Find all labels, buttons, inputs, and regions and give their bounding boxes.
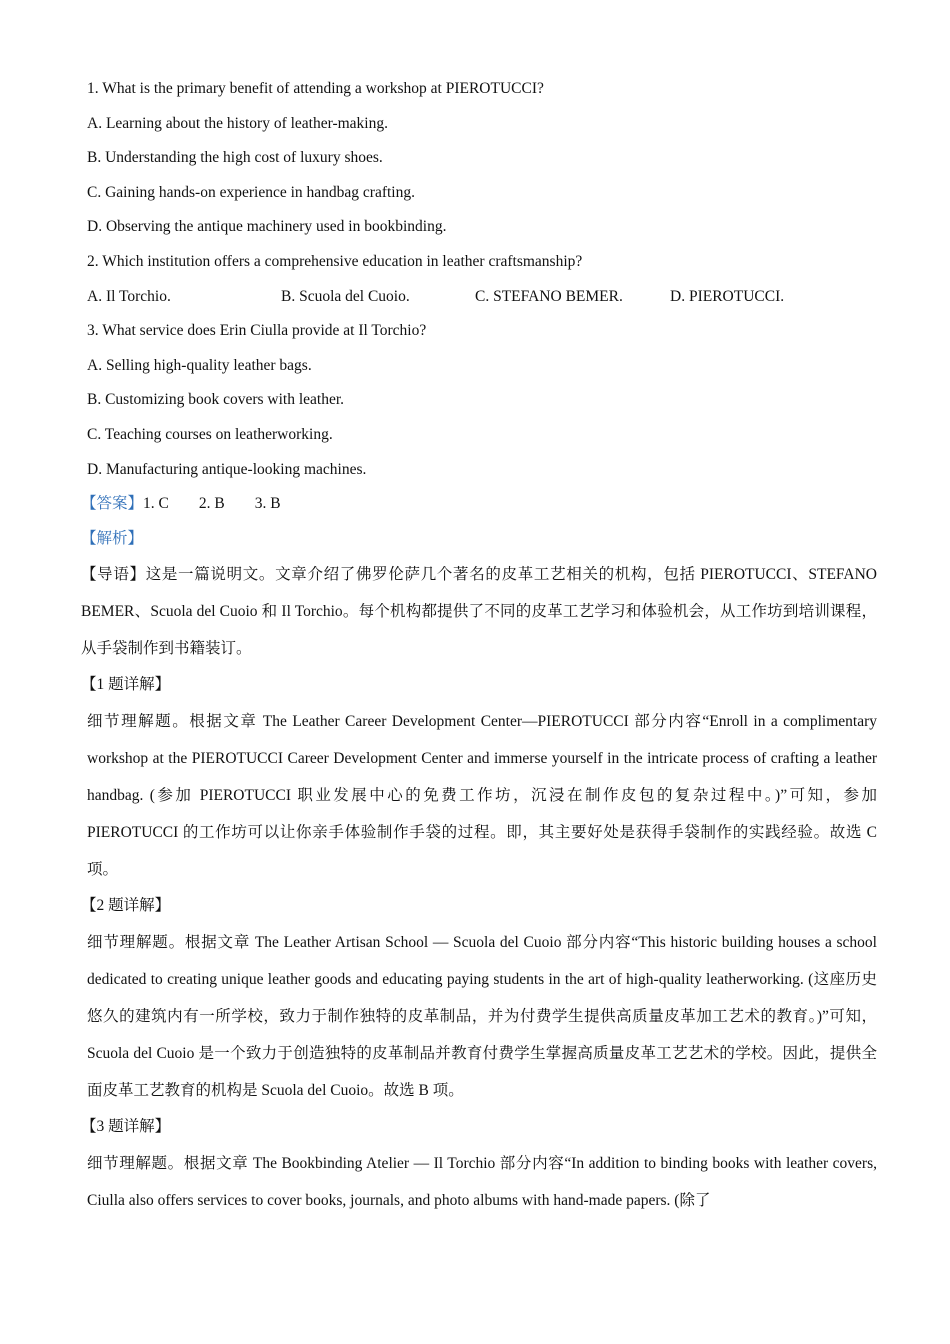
option-d: D. PIEROTUCCI. [670,287,785,305]
detail-3-heading: 【3 题详解】 [81,1118,171,1136]
answer-line [81,487,877,522]
detail-2-text: 细节理解题。根据文章 The Leather Artisan School — Scuola del Cuoio 部分内容“This historic building houses a school dedicated to creating unique leather goods and educating paying students in the art of high-quality leatherworking. (这座历史悠久的建筑内有一所学校，致力于制作独特的皮革制品，并为付费学生提供高质量皮革加工艺术的教育。)”可知，Scuola del Cuoio 是一个致力于创造独特的皮革制品并教育付费学生掌握高质量皮革工艺艺术的学校。因此，提供全面皮革工艺教育的机构是 Scuola del Cuoio。故选 B 项。 [87,934,877,1100]
option-a: A. Learning about the history of leather-making. [87,114,388,132]
option-c: C. Gaining hands-on experience in handbag crafting. [87,183,415,201]
guide-label: 【导语】 [81,566,146,584]
answer-1: 1. C [143,495,169,513]
detail-1-text: 细节理解题。根据文章 The Leather Career Development Center—PIEROTUCCI 部分内容“Enroll in a complimentary workshop at the PIEROTUCCI Career Development Center and immerse yourself in the intricate process of crafting a leather handbag. (参加 PIEROTUCCI 职业发展中心的免费工作坊，沉浸在制作皮包的复杂过程中。)”可知，参加 PIEROTUCCI 的工作坊可以让你亲手体验制作手袋的过程。即，其主要好处是获得手袋制作的实践经验。故选 C 项。 [87,713,877,879]
document-page [81,72,877,1219]
answer-3: 3. B [254,495,281,513]
guide-paragraph [81,556,877,667]
guide-text: 这是一篇说明文。文章介绍了佛罗伦萨几个著名的皮革工艺相关的机构，包括 PIEROTUCCI、STEFANO BEMER、Scuola del Cuoio 和 Il Torchio。每个机构都提供了不同的皮革工艺学习和体验机会，从工作坊到培训课程，从手袋制作到书籍装订。 [81,566,877,658]
option-a: A. Il Torchio. [87,287,171,305]
question-stem: 1. What is the primary benefit of attending a workshop at PIEROTUCCI? [87,80,544,97]
question-2 [87,245,877,314]
option-b: B. Scuola del Cuoio. [281,287,410,305]
question-stem: 3. What service does Erin Ciulla provide at Il Torchio? [87,322,427,340]
question-3 [87,314,877,487]
analysis-label: 【解析】 [81,529,144,547]
option-c: C. STEFANO BEMER. [475,287,623,305]
option-a: A. Selling high-quality leather bags. [87,356,312,374]
detail-1-heading: 【1 题详解】 [81,676,171,694]
option-c: C. Teaching courses on leatherworking. [87,425,333,443]
detail-3-text: 细节理解题。根据文章 The Bookbinding Atelier — Il Torchio 部分内容“In addition to binding books with leather covers, Ciulla also offers services to cover books, journals, and photo albums with hand-made papers. (除了 [87,1155,877,1210]
option-d: D. Observing the antique machinery used in bookbinding. [87,218,447,236]
option-d: D. Manufacturing antique-looking machines. [87,460,367,478]
options-row [87,280,877,315]
option-b: B. Understanding the high cost of luxury shoes. [87,149,383,167]
answer-2: 2. B [198,495,225,513]
question-1 [87,72,877,245]
option-b: B. Customizing book covers with leather. [87,391,345,409]
detail-2-heading: 【2 题详解】 [81,897,171,915]
answer-label: 【答案】 [81,495,144,513]
question-stem: 2. Which institution offers a comprehensive education in leather craftsmanship? [87,252,583,270]
